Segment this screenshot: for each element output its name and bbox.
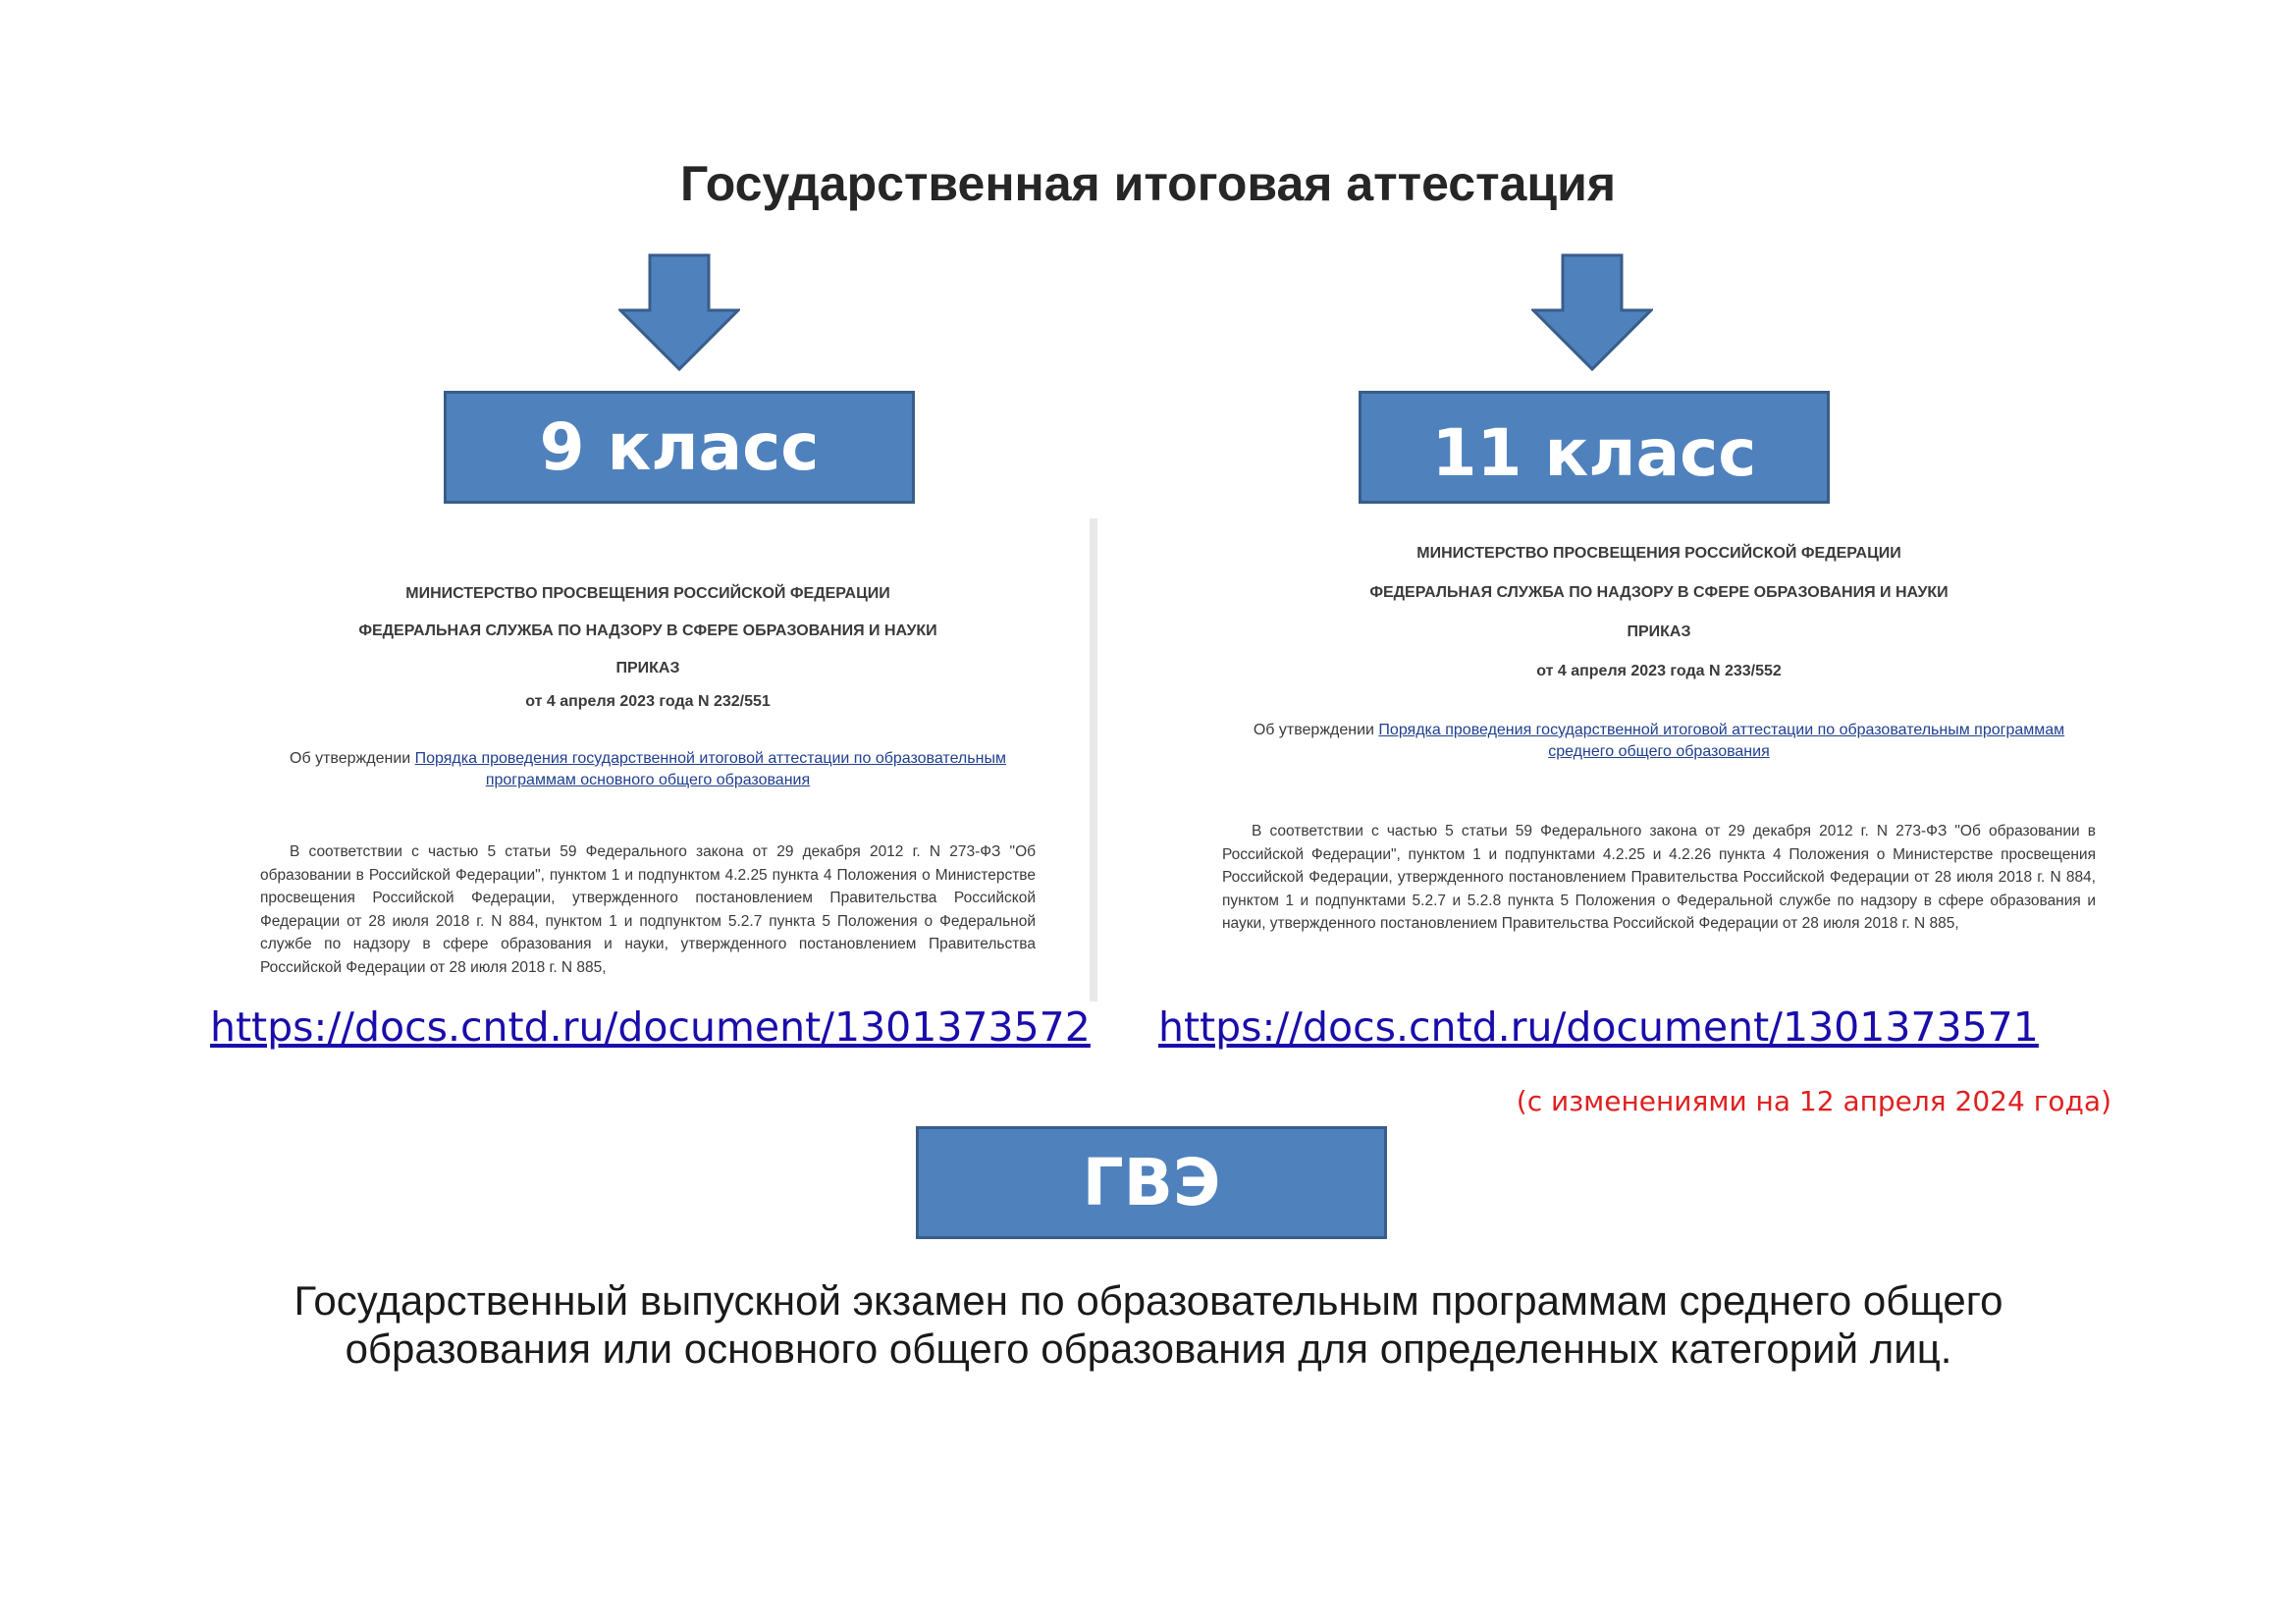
changes-note: (с изменениями на 12 апреля 2024 года): [1516, 1085, 2111, 1117]
order-document-11: [1222, 545, 2096, 987]
doc-body: В соответствии с частью 5 статьи 59 Федерального закона от 29 декабря 2012 г. N 273-ФЗ "Об образовании в Российской Федерации", пунктом 1 и подпунктом 4.2.25 пункта 4 Положения о Министерстве просвещения Российской Федерации, утвержденного постановлением Правительства Российской Федерации от 28 июля 2018 г. N 884, пунктом 1 и подпунктом 5.2.7 пункта 5 Положения о Федеральной службе по надзору в сфере образования и науки, утвержденного постановлением Правительства Российской Федерации от 28 июля 2018 г. N 885,: [260, 843, 1036, 976]
doc-order: ПРИКАЗ: [1627, 623, 1691, 640]
doc-body: В соответствии с частью 5 статьи 59 Федерального закона от 29 декабря 2012 г. N 273-ФЗ "Об образовании в Российской Федерации", пунктом 1 и подпунктами 4.2.25 и 4.2.26 пункта 4 Положения о Министерстве просвещения Российской Федерации, утвержденного постановлением Правительства Российской Федерации от 28 июля 2018 г. N 884, пунктом 1 и подпунктами 5.2.7 и 5.2.8 пункта 5 Положения о Федеральной службе по надзору в сфере образования и науки, утвержденного постановлением Правительства Российской Федерации от 28 июля 2018 г. N 885,: [1222, 823, 2096, 932]
doc-approval: Об утверждении Порядка проведения государственной итоговой аттестации по образовательным программам основного общего образования: [290, 750, 1006, 788]
doc-ministry: МИНИСТЕРСТВО ПРОСВЕЩЕНИЯ РОССИЙСКОЙ ФЕДЕРАЦИИ: [1416, 545, 1901, 562]
document-link-11[interactable]: https://docs.cntd.ru/document/1301373571: [1158, 1003, 2039, 1051]
gve-box: [916, 1126, 1387, 1239]
doc-date: от 4 апреля 2023 года N 233/552: [1536, 663, 1782, 679]
doc-service: ФЕДЕРАЛЬНАЯ СЛУЖБА ПО НАДЗОРУ В СФЕРЕ ОБРАЗОВАНИЯ И НАУКИ: [1369, 584, 1949, 601]
gve-description: Государственный выпускной экзамен по образовательным программам среднего общего образования или основного общего образования для определенных категорий лиц.: [294, 1277, 2003, 1372]
grade-9-box: [444, 391, 915, 504]
doc-approval-link[interactable]: Порядка проведения государственной итоговой аттестации по образовательным программам среднего общего образования: [1378, 722, 2065, 760]
doc-ministry: МИНИСТЕРСТВО ПРОСВЕЩЕНИЯ РОССИЙСКОЙ ФЕДЕРАЦИИ: [405, 585, 890, 602]
grade-11-box: [1359, 391, 1830, 504]
document-link-9[interactable]: https://docs.cntd.ru/document/1301373572: [210, 1003, 1091, 1051]
doc-date: от 4 апреля 2023 года N 232/551: [525, 693, 771, 710]
gve-label: ГВЭ: [1082, 1145, 1221, 1220]
arrow-down-left-icon: [618, 253, 740, 371]
arrow-down-right-icon: [1531, 253, 1653, 371]
grade-11-label: 11 класс: [1431, 415, 1757, 491]
column-divider: [1090, 518, 1097, 1001]
grade-9-label: 9 класс: [539, 409, 820, 485]
page-title: Государственная итоговая аттестация: [679, 156, 1617, 211]
doc-service: ФЕДЕРАЛЬНАЯ СЛУЖБА ПО НАДЗОРУ В СФЕРЕ ОБРАЗОВАНИЯ И НАУКИ: [358, 623, 937, 639]
doc-approval: Об утверждении Порядка проведения государственной итоговой аттестации по образовательным программам среднего общего образования: [1253, 722, 2065, 760]
order-document-9: [260, 585, 1036, 988]
doc-approval-link[interactable]: Порядка проведения государственной итоговой аттестации по образовательным программам основного общего образования: [414, 750, 1006, 788]
doc-order: ПРИКАЗ: [615, 660, 680, 677]
